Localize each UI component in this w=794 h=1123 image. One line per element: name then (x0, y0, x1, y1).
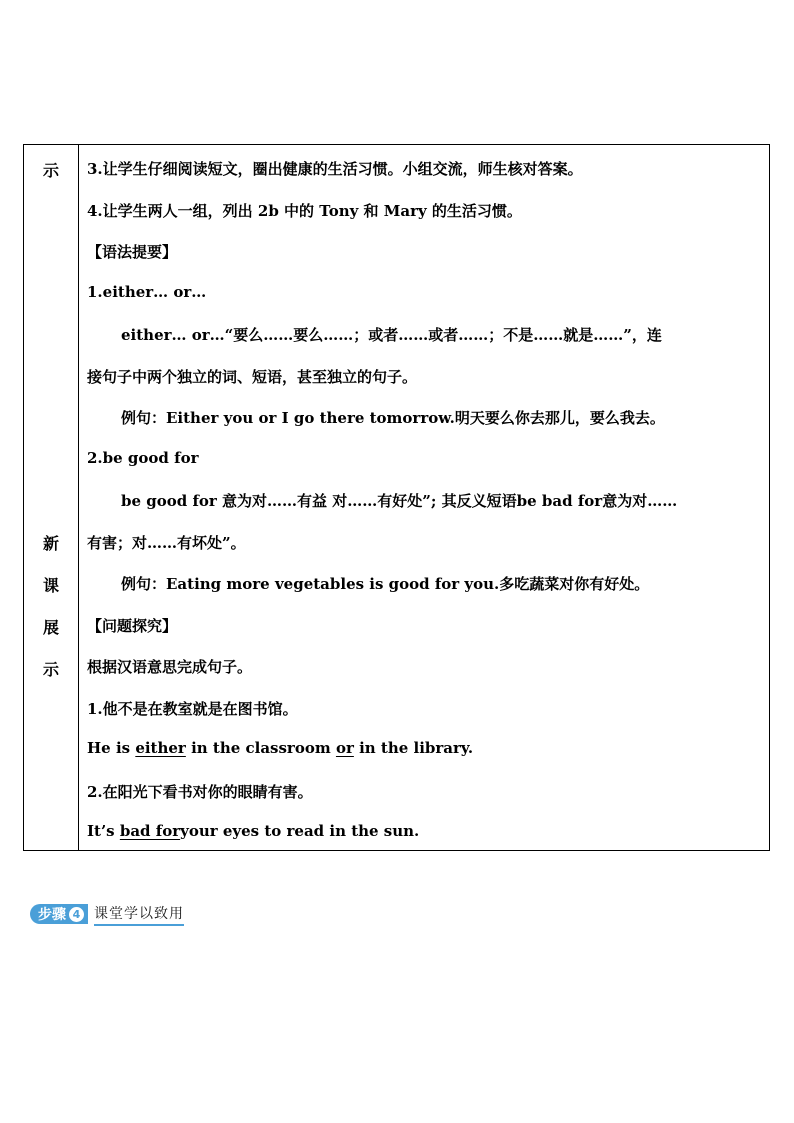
exercise-1-text-a: He is (87, 739, 136, 757)
grammar-point-1-title: 1.either… or… (87, 283, 207, 301)
lesson-table (23, 144, 770, 851)
step-badge (30, 904, 88, 924)
exercise-2-blank-bad-for: bad for (119, 822, 181, 840)
step-number-icon: 4 (69, 907, 84, 922)
side-label-ke: 课 (42, 576, 59, 595)
exercise-2-text-a: It’s (87, 822, 120, 840)
exercise-1-answer (87, 739, 473, 757)
exercise-2-answer (87, 822, 419, 840)
exercise-2-prompt: 2.在阳光下看书对你的眼睛有害。 (87, 783, 313, 801)
exercise-1-text-b: in the classroom (185, 739, 336, 757)
exercise-2-text-b: your eyes to read in the sun. (180, 822, 420, 840)
grammar-point-2-title: 2.be good for (87, 449, 199, 467)
grammar-point-1-explanation: either… or…“要么……要么……；或者……或者……；不是……就是……”，连 (121, 326, 662, 344)
step-heading (30, 904, 184, 924)
instruction-4: 4.让学生两人一组，列出 2b 中的 Tony 和 Mary 的生活习惯。 (87, 202, 522, 220)
exercise-1-blank-or: or (335, 739, 354, 757)
step-label: 步骤 (38, 907, 66, 923)
grammar-point-1-explanation-cont: 接句子中两个独立的词、短语，甚至独立的句子。 (87, 368, 418, 386)
grammar-point-1-example: 例句：Either you or I go there tomorrow.明天要么你去那儿，要么我去。 (121, 409, 665, 427)
side-label-shi-top: 示 (42, 161, 59, 180)
grammar-point-2-explanation: be good for 意为对……有益 对……有好处”; 其反义短语be bad for意为对…… (121, 492, 678, 510)
side-label-zhan: 展 (42, 618, 59, 637)
grammar-heading: 【语法提要】 (87, 243, 178, 261)
side-label-shi: 示 (42, 660, 59, 679)
exercise-1-prompt: 1.他不是在教室就是在图书馆。 (87, 700, 298, 718)
exercise-1-text-c: in the library. (353, 739, 474, 757)
step-title: 课堂学以致用 (94, 903, 184, 926)
side-label-xin: 新 (42, 534, 59, 553)
column-divider (78, 145, 79, 850)
grammar-point-2-example: 例句：Eating more vegetables is good for you.多吃蔬菜对你有好处。 (121, 575, 650, 593)
grammar-point-2-explanation-cont: 有害；对……有坏处”。 (87, 534, 246, 552)
problem-heading: 【问题探究】 (87, 617, 178, 635)
instruction-3: 3.让学生仔细阅读短文，圈出健康的生活习惯。小组交流，师生核对答案。 (87, 160, 583, 178)
exercise-1-blank-either: either (135, 739, 186, 757)
problem-instruction: 根据汉语意思完成句子。 (87, 658, 253, 676)
